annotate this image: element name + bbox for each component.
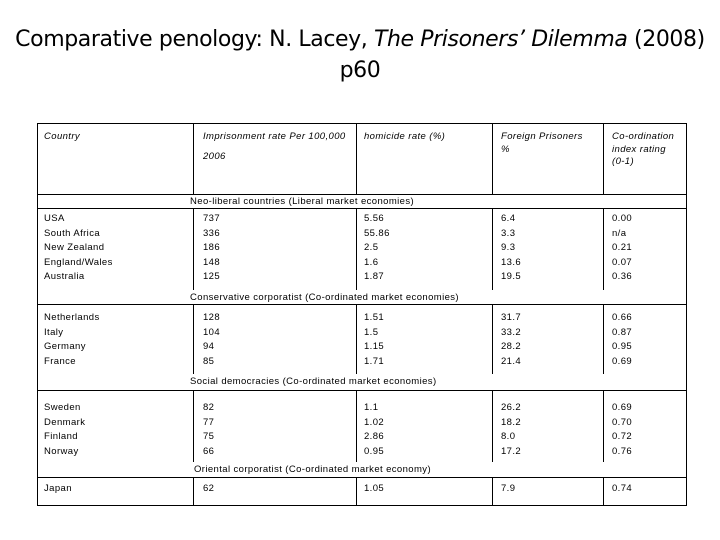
- foreign-values: 7.9: [501, 483, 516, 494]
- coordination-values: 0.66 0.87 0.95 0.69: [612, 312, 633, 367]
- col-divider: [492, 390, 493, 462]
- title-line-1: [0, 24, 720, 55]
- col-divider: [356, 124, 357, 194]
- col-divider: [193, 304, 194, 374]
- header-imprisonment-line1: Imprisonment rate Per 100,000: [203, 131, 346, 142]
- header-foreign: [501, 131, 583, 156]
- title-author-text: Comparative penology: N. Lacey,: [15, 27, 374, 52]
- col-divider: [356, 390, 357, 462]
- coordination-values: 0.74: [612, 483, 633, 494]
- title-line-2: p60: [339, 58, 381, 83]
- foreign-values: 26.2 18.2 8.0 17.2: [501, 402, 522, 457]
- coordination-values: 0.69 0.70 0.72 0.76: [612, 402, 633, 457]
- foreign-values: 31.7 33.2 28.2 21.4: [501, 312, 522, 367]
- country-name: Japan: [44, 483, 72, 494]
- penology-table: [37, 123, 687, 506]
- col-divider: [492, 477, 493, 505]
- homicide-values: 5.56 55.86 2.5 1.6 1.87: [364, 213, 390, 282]
- title-year-text: (2008): [627, 27, 705, 52]
- header-foreign-line1: Foreign Prisoners: [501, 131, 583, 142]
- section-divider: [38, 208, 686, 209]
- col-divider: [492, 208, 493, 290]
- section-divider: [38, 304, 686, 305]
- col-divider: [603, 304, 604, 374]
- header-imprisonment-line2: 2006: [203, 151, 226, 162]
- title-book-text: The Prisoners’ Dilemma: [373, 27, 628, 52]
- section-countries: [44, 212, 113, 285]
- country-name: Sweden Denmark Finland Norway: [44, 402, 86, 457]
- col-divider: [193, 124, 194, 194]
- col-divider: [603, 124, 604, 194]
- header-divider: [38, 194, 686, 195]
- imprisonment-values: 737 336 186 148 125: [203, 213, 221, 282]
- col-divider: [356, 208, 357, 290]
- col-divider: [356, 304, 357, 374]
- header-coordination-line1: Co-ordination: [612, 131, 675, 142]
- col-divider: [193, 390, 194, 462]
- col-divider: [193, 477, 194, 505]
- col-divider: [603, 208, 604, 290]
- header-homicide: homicide rate (%): [364, 131, 446, 142]
- section-label: Oriental corporatist (Co-ordinated market economy): [194, 464, 432, 475]
- section-divider: [38, 477, 686, 478]
- header-coordination-line3: (0-1): [612, 156, 635, 167]
- section-label: Conservative corporatist (Co-ordinated market economies): [190, 292, 459, 303]
- section-divider: [38, 390, 686, 391]
- header-coordination: [612, 131, 674, 169]
- header-country: Country: [44, 131, 81, 142]
- col-divider: [193, 208, 194, 290]
- homicide-values: 1.51 1.5 1.15 1.71: [364, 312, 385, 367]
- homicide-values: 1.05: [364, 483, 385, 494]
- imprisonment-values: 128 104 94 85: [203, 312, 221, 367]
- col-divider: [603, 390, 604, 462]
- country-name: Netherlands Italy Germany France: [44, 312, 100, 367]
- header-imprisonment: [203, 129, 346, 164]
- header-coordination-line2: index rating: [612, 143, 666, 155]
- col-divider: [603, 477, 604, 505]
- header-foreign-line2: %: [501, 143, 510, 155]
- col-divider: [492, 304, 493, 374]
- col-divider: [492, 124, 493, 194]
- coordination-values: 0.00 n/a 0.21 0.07 0.36: [612, 213, 633, 282]
- slide-title: [0, 24, 720, 86]
- imprisonment-values: 82 77 75 66: [203, 402, 215, 457]
- country-name: USA South Africa New Zealand England/Wales Australia: [44, 213, 113, 282]
- imprisonment-values: 62: [203, 483, 215, 494]
- col-divider: [356, 477, 357, 505]
- section-label: Social democracies (Co-ordinated market economies): [190, 376, 437, 387]
- homicide-values: 1.1 1.02 2.86 0.95: [364, 402, 385, 457]
- section-label: Neo-liberal countries (Liberal market economies): [190, 196, 415, 207]
- foreign-values: 6.4 3.3 9.3 13.6 19.5: [501, 213, 522, 282]
